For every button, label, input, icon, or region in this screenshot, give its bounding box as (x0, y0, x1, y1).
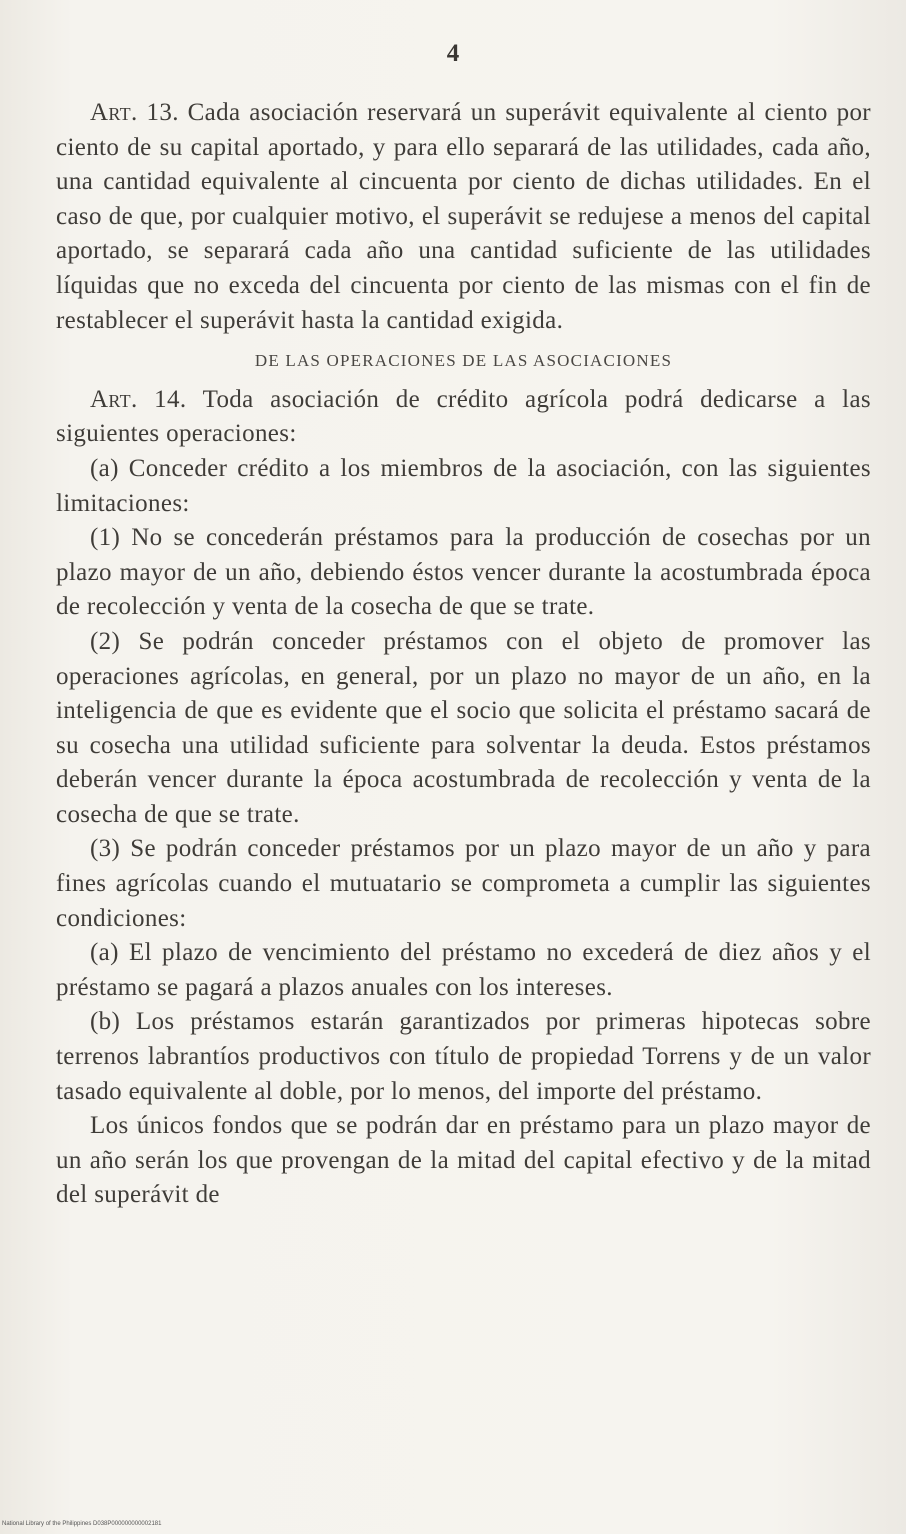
paragraph-item-a: (a) Conceder crédito a los miembros de la asociación, con las siguientes limitaciones: (56, 454, 871, 517)
article-label: Art. (90, 385, 138, 413)
paragraph-art-14 (56, 383, 871, 452)
paragraph-item-3: (3) Se podrán conceder préstamos por un plazo mayor de un año y para fines agrícolas cuando el mutuatario se comprometa a cumplir las siguientes condiciones: (56, 835, 871, 932)
body-text (56, 96, 871, 1213)
article-label: Art. (90, 99, 138, 126)
paragraph-art-13 (56, 96, 871, 338)
page-number: 4 (446, 40, 460, 67)
paragraph-condition-b: (b) Los préstamos estarán garantizados por primeras hipotecas sobre terrenos labrantíos productivos con título de propiedad Torrens y de un valor tasado equivalente al doble, por lo menos, del importe del préstamo. (56, 1008, 871, 1105)
paragraph-text: 14. Toda asociación de crédito agrícola podrá dedicarse a las siguientes operaciones: (56, 385, 871, 448)
paragraph-text: 13. Cada asociación reservará un superávit equivalente al ciento por ciento de su capital aportado, y para ello separará de las utilidades, cada año, una cantidad equivalente al cincuenta por ciento de dichas utilidades. En el caso de que, por cualquier motivo, el superávit se redujese a menos del capital aportado, se separará cada año una cantidad suficiente de las utilidades líquidas que no exceda del cincuenta por ciento de las mismas con el fin de restablecer el superávit hasta la cantidad exigida. (56, 99, 871, 334)
paragraph-item-1: (1) No se concederán préstamos para la producción de cosechas por un plazo mayor de un año, debiendo éstos vencer durante la acostumbrada época de recolección y venta de la cosecha de que se trate. (56, 524, 871, 621)
paragraph-item-2: (2) Se podrán conceder préstamos con el objeto de promover las operaciones agrícolas, en general, por un plazo no mayor de un año, en la inteligencia de que es evidente que el socio que solicita el préstamo sacará de su cosecha una utilidad suficiente para solventar la deuda. Estos préstamos deberán vencer durante la época acostumbrada de recolección y venta de la cosecha de que se trate. (56, 627, 871, 828)
library-footer: National Library of the Philippines D038P000000000002181 (2, 1521, 162, 1527)
paragraph-condition-a: (a) El plazo de vencimiento del préstamo no excederá de diez años y el préstamo se pagará a plazos anuales con los intereses. (56, 939, 871, 1001)
paragraph-funds: Los únicos fondos que se podrán dar en préstamo para un plazo mayor de un año serán los que provengan de la mitad del capital efectivo y de la mitad del superávit de (56, 1112, 871, 1209)
section-heading: DE LAS OPERACIONES DE LAS ASOCIACIONES (254, 351, 673, 371)
